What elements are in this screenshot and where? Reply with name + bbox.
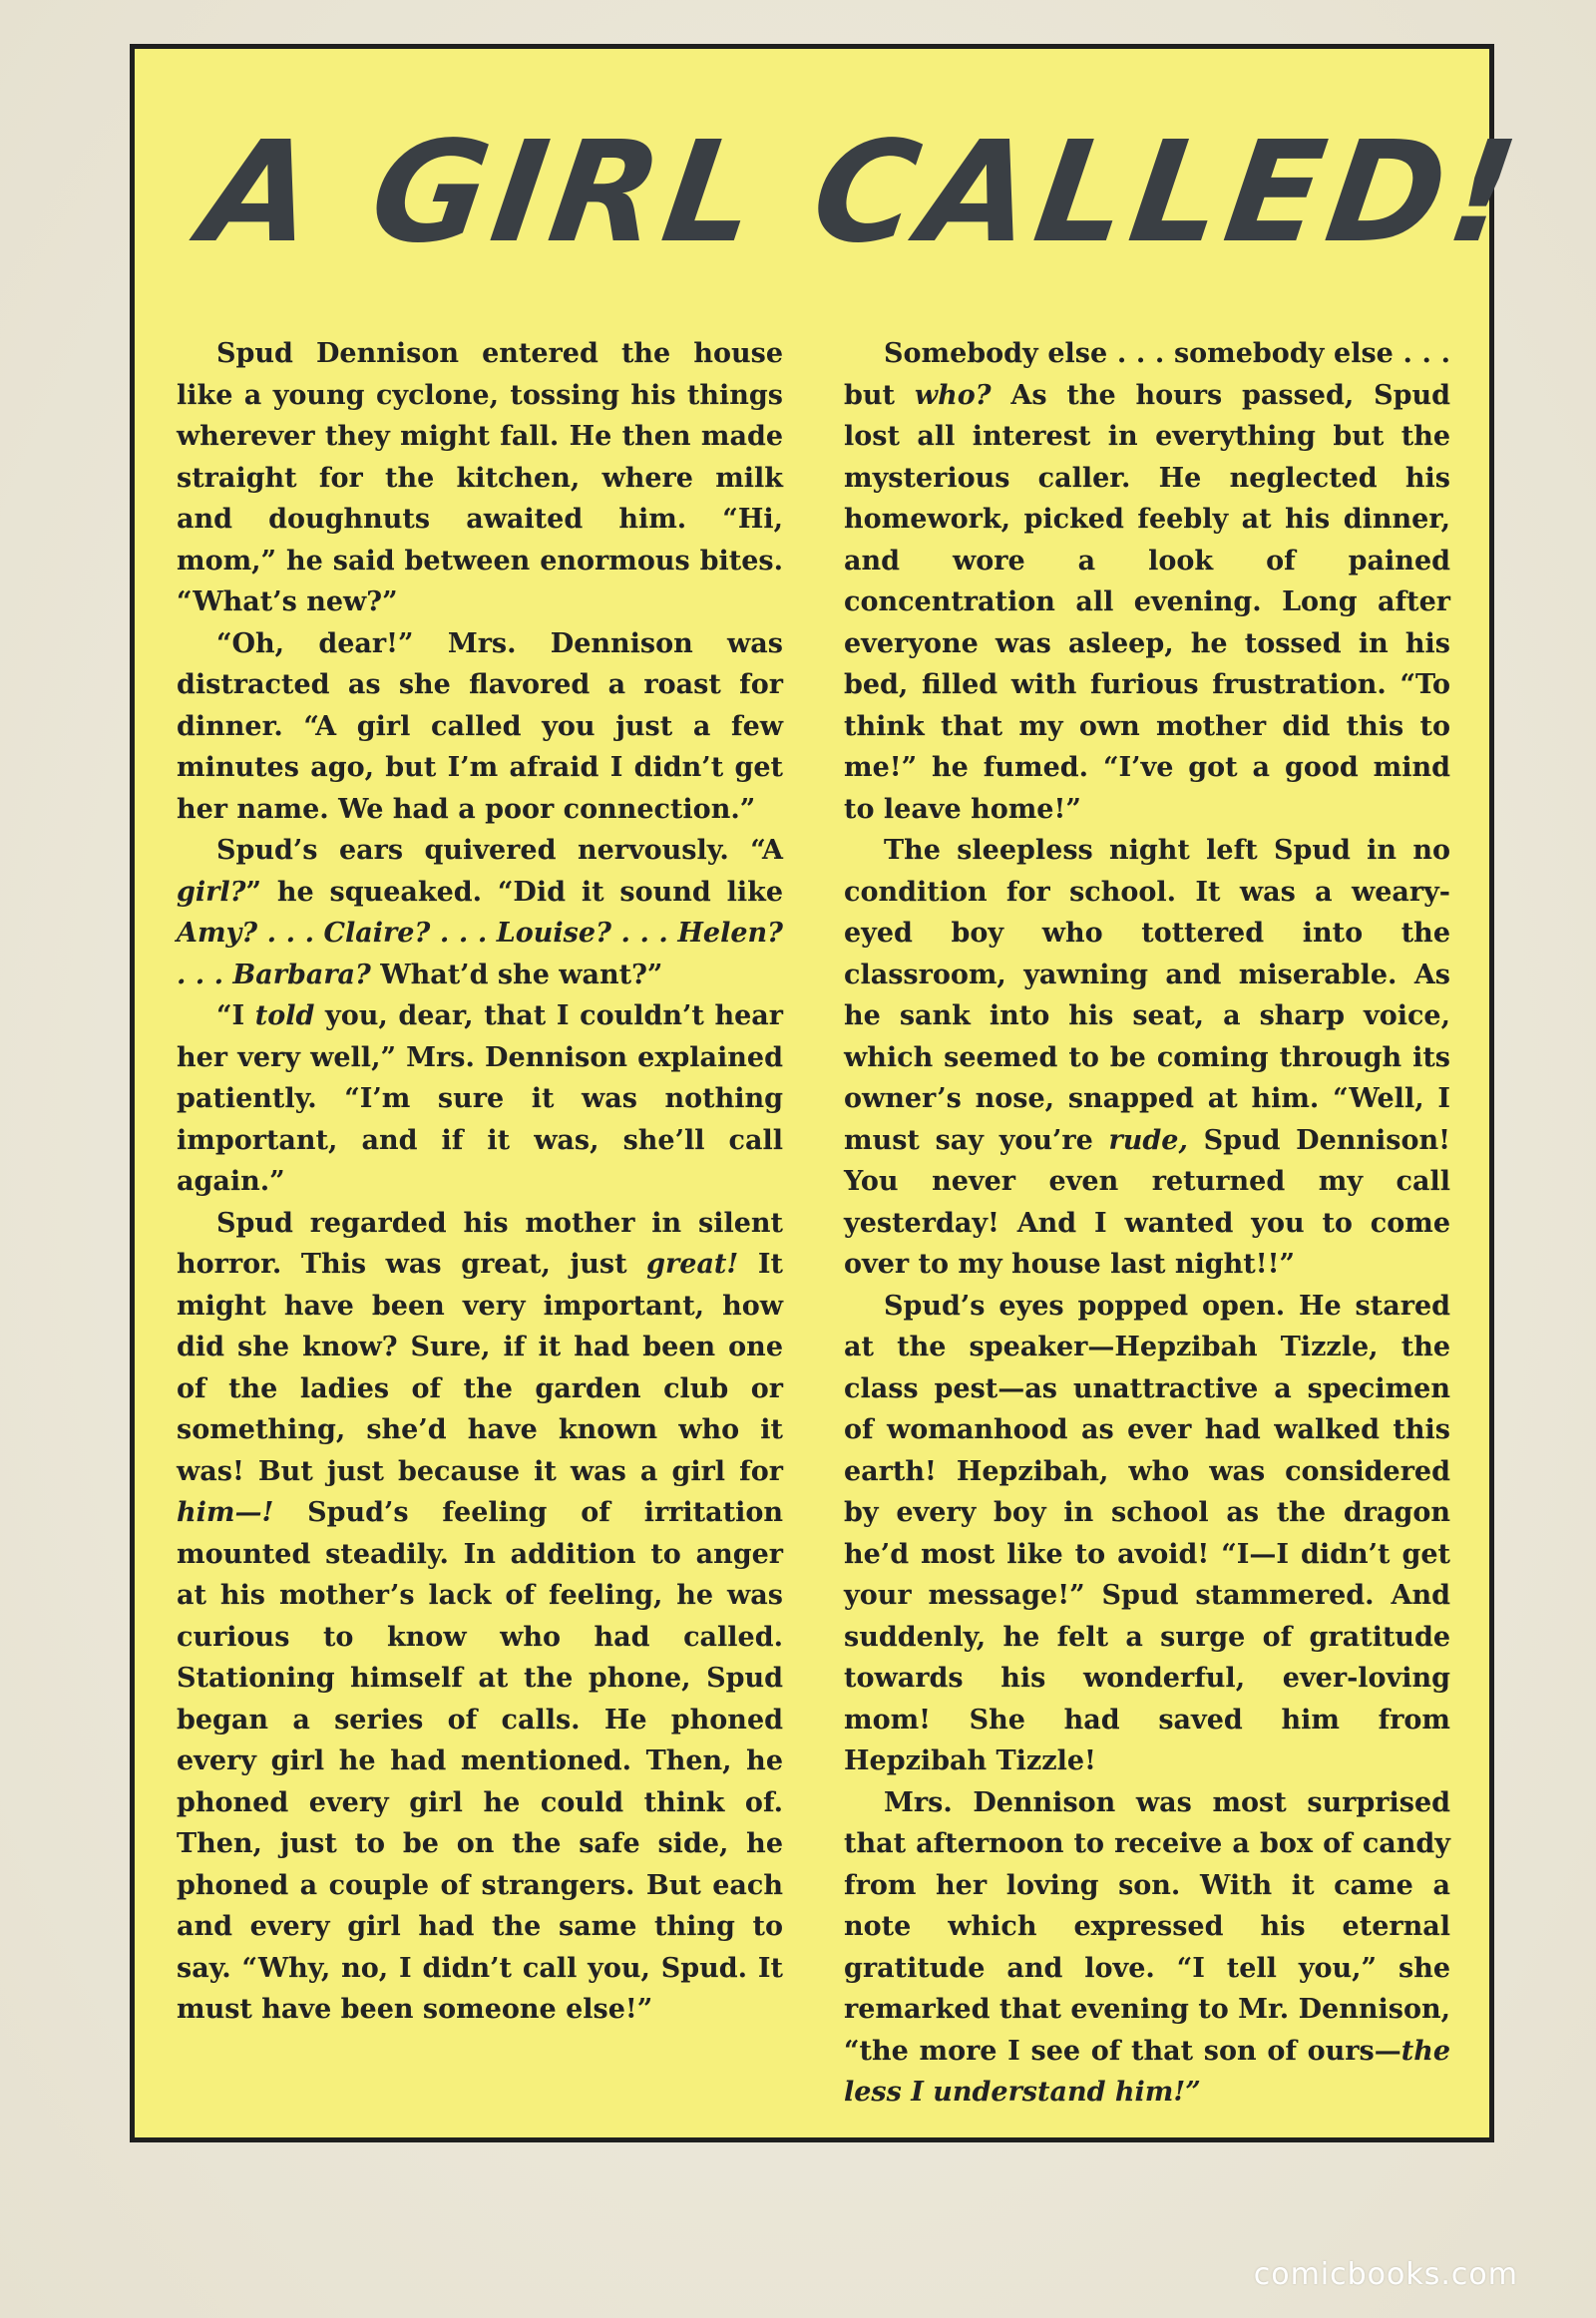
story-title: A GIRL CALLED! [193,112,1532,274]
paragraph: Spud regarded his mother in silent horror. This was great, just great! It might have been very important, how did she know? Sure, if it had been one of the ladies of the garden club or something, she’d have known who it was! But just because it was a girl for him—! Spud’s feeling of irritation mounted steadily. In addition to anger at his mother’s lack of feeling, he was curious to know who had called. Stationing himself at the phone, Spud began a series of calls. He phoned every girl he had mentioned. Then, he phoned every girl he could think of. Then, just to be on the safe side, he phoned a couple of strangers. But each and every girl had the same thing to say. “Why, no, I didn’t call you, Spud. It must have been someone else!” [177,1207,783,2025]
site-watermark: comicbooks.com [1253,2257,1518,2292]
paragraph: Mrs. Dennison was most surprised that afternoon to receive a box of candy from her loving son. With it came a note which expressed his eternal gratitude and love. “I tell you,” she remarked that evening to Mr. Dennison, “the more I see of that son of ours—the less I understand him!” [844,1786,1450,2108]
paragraph: “I told you, dear, that I couldn’t hear her very well,” Mrs. Dennison explained patiently. “I’m sure it was nothing important, and if it was, she’ll call again.” [177,1000,783,1197]
paragraph: The sleepless night left Spud in no condition for school. It was a weary-eyed boy who tottered into the classroom, yawning and miserable. As he sank into his seat, a sharp voice, which seemed to be coming through its owner’s nose, snapped at him. “Well, I must say you’re rude, Spud Dennison! You never even returned my call yesterday! And I wanted you to come over to my house last night!!” [844,835,1450,1280]
story-panel [130,44,1532,2142]
right-column [844,333,1450,2114]
paragraph: Spud’s eyes popped open. He stared at the speaker—Hepzibah Tizzle, the class pest—as unattractive a specimen of womanhood as ever had walked this earth! Hepzibah, who was considered by every boy in school as the dragon he’d most like to avoid! “I—I didn’t get your message!” Spud stammered. And suddenly, he felt a surge of gratitude towards his wonderful, ever-loving mom! She had saved him from Hepzibah Tizzle! [844,1290,1450,1776]
paragraph: Somebody else . . . somebody else . . . but who? As the hours passed, Spud lost all interest in everything but the mysterious caller. He neglected his homework, picked feebly at his dinner, and wore a look of pained concentration all evening. Long after everyone was asleep, he tossed in his bed, filled with furious frustration. “To think that my own mother did this to me!” he fumed. “I’ve got a good mind to leave home!” [844,338,1450,825]
paragraph: “Oh, dear!” Mrs. Dennison was distracted as she flavored a roast for dinner. “A girl called you just a few minutes ago, but I’m afraid I didn’t get her name. We had a poor connection.” [177,627,783,825]
paragraph: Spud Dennison entered the house like a young cyclone, tossing his things wherever they might fall. He then made straight for the kitchen, where milk and doughnuts awaited him. “Hi, mom,” he said between enormous bites. “What’s new?” [177,338,783,617]
paragraph: Spud’s ears quivered nervously. “A girl?” he squeaked. “Did it sound like Amy? . . . Claire? . . . Louise? . . . Helen? . . . Barbara? What’d she want?” [177,835,783,990]
left-column [177,333,783,2031]
